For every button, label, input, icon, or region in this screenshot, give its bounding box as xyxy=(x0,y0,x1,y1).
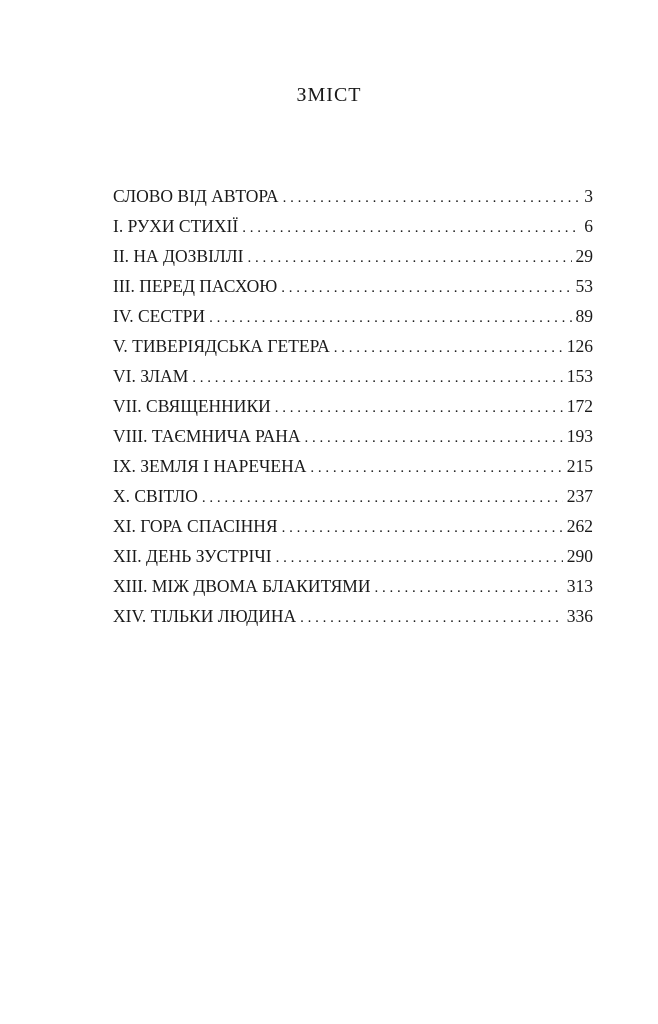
toc-entry-page: 290 xyxy=(566,546,593,566)
toc-entry xyxy=(113,276,593,306)
toc-entry-label: IX. ЗЕМЛЯ І НАРЕЧЕНА xyxy=(113,456,307,476)
dot-leader xyxy=(334,340,563,357)
dot-leader xyxy=(310,460,562,477)
toc-entry-page: 193 xyxy=(566,426,593,446)
dot-leader xyxy=(247,250,571,267)
toc-entry-page: 3 xyxy=(584,186,593,206)
toc-entry-page: 153 xyxy=(566,366,593,386)
toc-entry xyxy=(113,216,593,246)
table-of-contents xyxy=(113,186,593,636)
toc-entry-page: 237 xyxy=(566,486,593,506)
dot-leader xyxy=(275,400,563,417)
toc-entry-page: 336 xyxy=(566,606,593,626)
toc-entry-label: XIV. ТІЛЬКИ ЛЮДИНА xyxy=(113,606,297,626)
toc-entry-page: 53 xyxy=(575,276,593,296)
toc-entry xyxy=(113,516,593,546)
toc-entry-page: 89 xyxy=(575,306,593,326)
toc-entry xyxy=(113,426,593,456)
dot-leader xyxy=(242,220,580,237)
dot-leader xyxy=(283,190,581,207)
page-title: ЗМІСТ xyxy=(296,84,362,106)
toc-entry-label: III. ПЕРЕД ПАСХОЮ xyxy=(113,276,278,296)
toc-entry xyxy=(113,606,593,636)
toc-entry-label: XI. ГОРА СПАСІННЯ xyxy=(113,516,278,536)
toc-entry-page: 262 xyxy=(566,516,593,536)
dot-leader xyxy=(374,580,562,597)
toc-entry xyxy=(113,306,593,336)
toc-entry-label: V. ТИВЕРІЯДСЬКА ГЕТЕРА xyxy=(113,336,330,356)
dot-leader xyxy=(305,430,563,447)
toc-entry-page: 172 xyxy=(566,396,593,416)
toc-entry-label: СЛОВО ВІД АВТОРА xyxy=(113,186,279,206)
toc-entry-label: I. РУХИ СТИХІЇ xyxy=(113,216,239,236)
toc-entry-page: 6 xyxy=(584,216,593,236)
dot-leader xyxy=(209,310,571,327)
toc-entry xyxy=(113,456,593,486)
dot-leader xyxy=(202,490,563,507)
dot-leader xyxy=(192,370,562,387)
dot-leader xyxy=(276,550,563,567)
toc-entry-label: XIII. МІЖ ДВОМА БЛАКИТЯМИ xyxy=(113,576,371,596)
toc-entry xyxy=(113,576,593,606)
toc-entry xyxy=(113,186,593,216)
toc-entry xyxy=(113,396,593,426)
toc-entry-page: 29 xyxy=(575,246,593,266)
toc-entry-label: IV. СЕСТРИ xyxy=(113,306,206,326)
toc-entry-label: X. СВІТЛО xyxy=(113,486,198,506)
toc-entry-label: VII. СВЯЩЕННИКИ xyxy=(113,396,271,416)
toc-entry-page: 215 xyxy=(566,456,593,476)
toc-entry-page: 313 xyxy=(566,576,593,596)
toc-entry-label: VI. ЗЛАМ xyxy=(113,366,189,386)
toc-entry-label: II. НА ДОЗВІЛЛІ xyxy=(113,246,244,266)
toc-entry-page: 126 xyxy=(566,336,593,356)
toc-entry-label: XII. ДЕНЬ ЗУСТРІЧІ xyxy=(113,546,272,566)
toc-entry xyxy=(113,486,593,516)
toc-entry xyxy=(113,546,593,576)
toc-entry xyxy=(113,246,593,276)
dot-leader xyxy=(281,280,571,297)
dot-leader xyxy=(300,610,563,627)
toc-entry-label: VIII. ТАЄМНИЧА РАНА xyxy=(113,426,301,446)
toc-entry xyxy=(113,366,593,396)
toc-entry xyxy=(113,336,593,366)
dot-leader xyxy=(282,520,563,537)
